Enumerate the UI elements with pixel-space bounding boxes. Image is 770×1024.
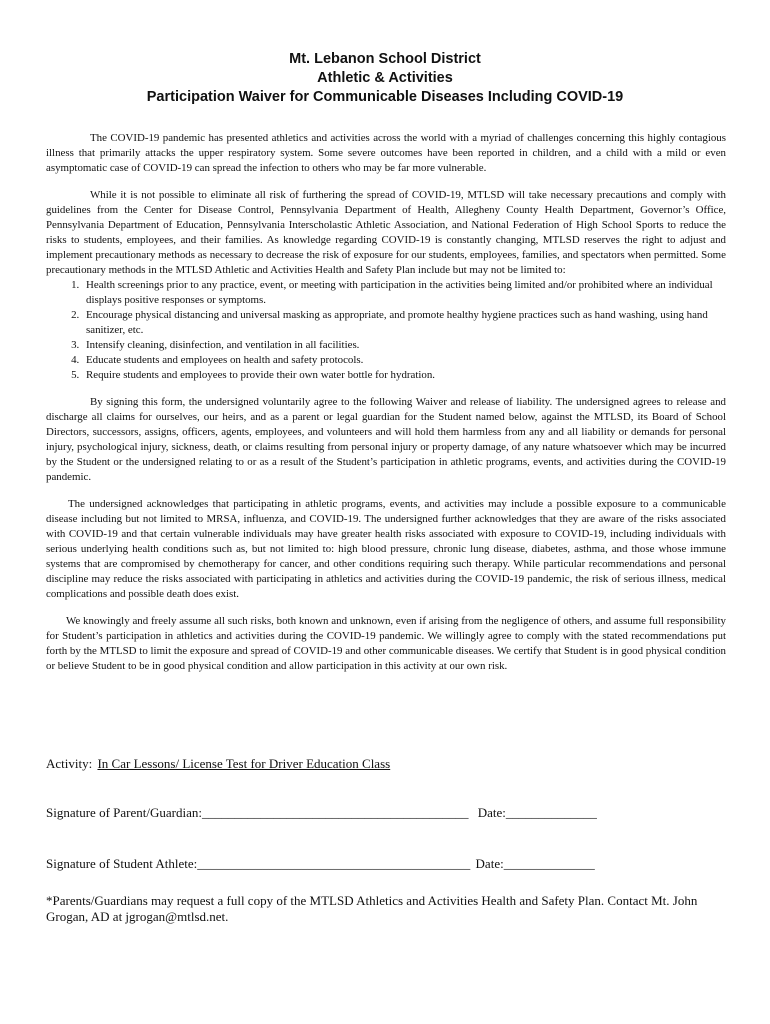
- student-signature-line: [46, 856, 595, 872]
- student-signature-field[interactable]: __________________________________________: [197, 856, 471, 871]
- activity-label: Activity:: [46, 756, 93, 771]
- intro-paragraph: The COVID-19 pandemic has presented athletics and activities across the world with a myriad of challenges concerning this highly contagious illness that primarily attacks the upper respiratory system. Some severe outcomes have been reported in children, and a child with a mild or even asymptomatic case of COVID-19 can spread the infection to others who may be far more vulnerable.: [46, 132, 726, 174]
- list-item: 4. Educate students and employees on health and safety protocols.: [82, 353, 726, 368]
- acknowledgement-paragraph: The undersigned acknowledges that participating in athletic programs, events, and activities may include a possible exposure to a communicable disease including but not limited to MRSA, influenza, and COVID-19. The undersigned further acknowledges that they are aware of the risks associated with COVID-19 and that certain vulnerable individuals may have greater health risks associated with exposure to COVID-19, including individuals with serious underlying health conditions such as, but not limited to: high blood pressure, chronic lung disease, diabetes, asthma, and those whose immune systems that are compromised by chemotherapy for cancer, and other conditions requiring such therapy. While particular recommendations and personal discipline may reduce the risks associated with participating in athletics and activities during the COVID-19 pandemic, the risk of serious illness, medical complications and possible death does exist.: [46, 498, 726, 600]
- student-date-field[interactable]: ______________: [503, 856, 595, 871]
- document-header: [0, 50, 770, 107]
- list-item: 1. Health screenings prior to any practice, event, or meeting with participation in the activities being limited and/or prohibited where an individual displays positive responses or symptoms.: [82, 278, 726, 308]
- activity-line: [46, 756, 631, 772]
- list-item: 3. Intensify cleaning, disinfection, and ventilation in all facilities.: [82, 338, 726, 353]
- parent-signature-label: Signature of Parent/Guardian:: [46, 805, 202, 820]
- parent-signature-field[interactable]: _________________________________________: [201, 805, 469, 820]
- parent-signature-line: [46, 805, 597, 821]
- district-name: Mt. Lebanon School District: [289, 51, 481, 67]
- student-signature-label: Signature of Student Athlete:: [46, 856, 198, 871]
- list-item: 5. Require students and employees to provide their own water bottle for hydration.: [82, 368, 726, 383]
- document-title: Participation Waiver for Communicable Diseases Including COVID-19: [146, 89, 624, 105]
- precautions-paragraph: While it is not possible to eliminate all risk of furthering the spread of COVID-19, MTLSD will take necessary precautions and comply with guidelines from the Center for Disease Control, Pennsylvania Department of Health, Allegheny County Health Department, Governor’s Office, Pennsylvania Department of Education, Pennsylvania Interscholastic Athletic Association, and National Federation of High School Sports to reduce the risks to students, employees, and their families. As knowledge regarding COVID-19 is constantly changing, MTLSD reserves the right to adjust and implement precautionary methods as necessary to decrease the risk of exposure for our students, employees, families, and spectators when permitted. Some precautionary methods in the MTLSD Athletic and Activities Health and Safety Plan include but may not be limited to:: [46, 189, 726, 276]
- assumption-of-risk-paragraph: We knowingly and freely assume all such risks, both known and unknown, even if arising from the negligence of others, and assume full responsibility for Student’s participation in athletics and activities during the COVID-19 pandemic. We willingly agree to comply with the stated recommendations put forth by the MTLSD to limit the exposure and spread of COVID-19 and other communicable diseases. We certify that Student is in good physical condition or believe Student to be in good physical condition and allow participation in this activity at our own risk.: [46, 615, 726, 672]
- list-item: 2. Encourage physical distancing and universal masking as appropriate, and promote healthy hygiene practices such as hand washing, using hand sanitizer, etc.: [82, 308, 726, 338]
- activity-field[interactable]: In Car Lessons/ License Test for Driver Education Class: [97, 756, 391, 771]
- footnote: *Parents/Guardians may request a full copy of the MTLSD Athletics and Activities Health and Safety Plan. Contact Mt. John Grogan, AD at jgrogan@mtlsd.net.: [46, 893, 698, 924]
- department-name: Athletic & Activities: [317, 70, 453, 86]
- student-date-label: Date:: [475, 856, 504, 871]
- document-body: [46, 131, 726, 686]
- parent-date-label: Date:: [477, 805, 506, 820]
- release-paragraph: By signing this form, the undersigned voluntarily agree to the following Waiver and release of liability. The undersigned agrees to release and discharge all claims for ourselves, our heirs, and as a parent or legal guardian for the Student named below, against the MTLSD, its Board of School Directors, successors, assigns, officers, agents, employees, and volunteers and will hold them harmless from any and all liability or demands for personal injury, psychological injury, sickness, death, or claims resulting from personal injury or property damage, of any nature whatsoever which may be incurred by the Student or the undersigned relating to or as a result of the Student’s participation in athletic programs, events, and activities during the COVID-19 pandemic.: [46, 396, 726, 483]
- parent-date-field[interactable]: ______________: [505, 805, 597, 820]
- precaution-list: [46, 278, 726, 383]
